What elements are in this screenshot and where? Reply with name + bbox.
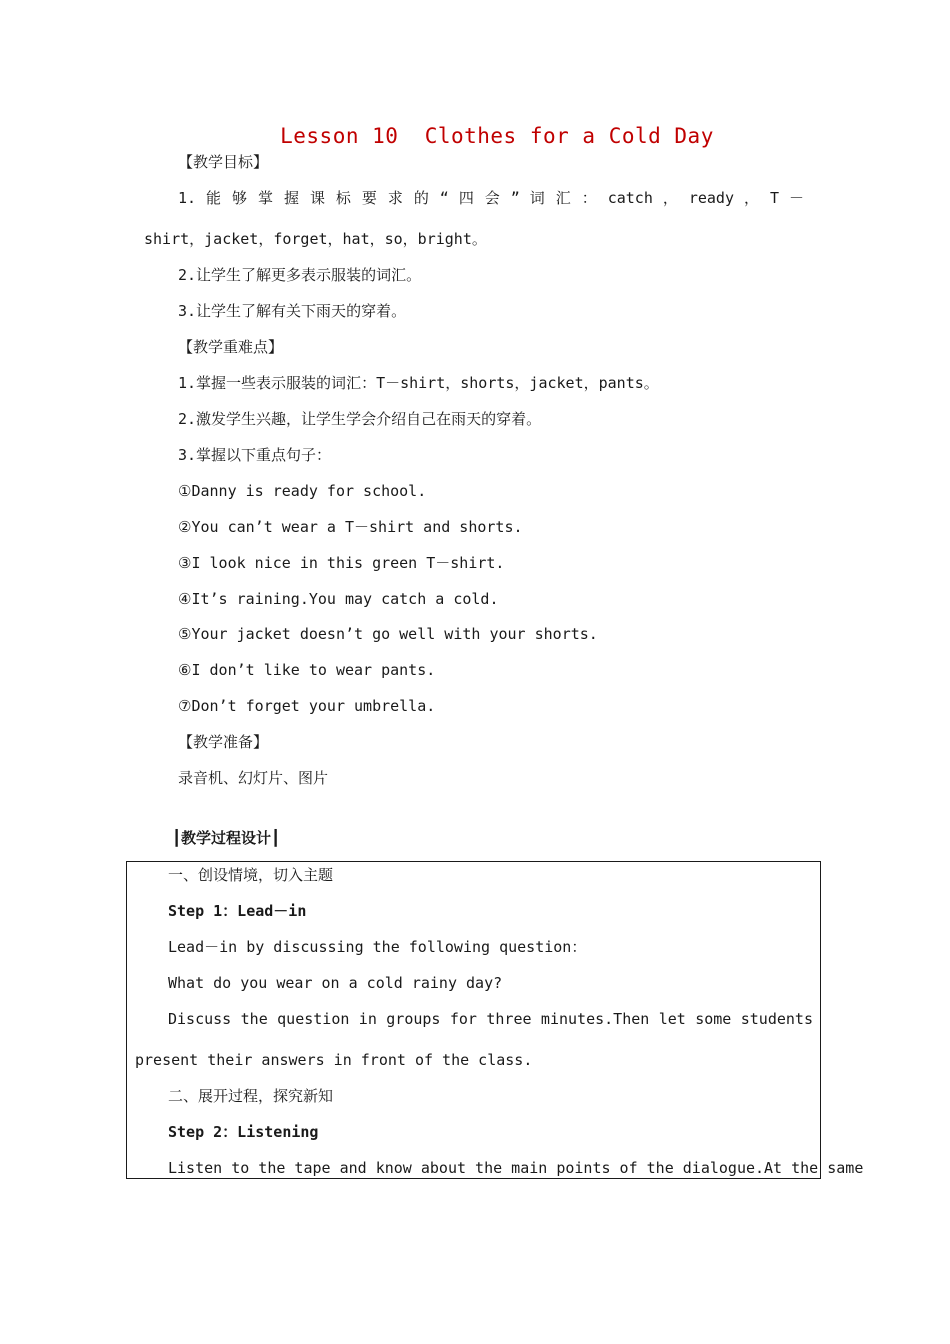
objectives-heading: 【教学目标】 [178,153,269,171]
key-sentence-6: ⑥I don’t like to wear pants. [178,661,436,679]
process-heading: ┃教学过程设计┃ [172,829,281,847]
step-1-line-4: present their answers in front of the class. [135,1051,533,1069]
process-part-2-title: 二、展开过程，探究新知 [168,1087,334,1105]
objective-item-2: 2.让学生了解更多表示服装的词汇。 [178,266,422,284]
key-sentence-1: ①Danny is ready for school. [178,482,427,500]
key-sentence-7: ⑦Don’t forget your umbrella. [178,697,436,715]
step-2-line-1: Listen to the tape and know about the main points of the dialogue.At the same [168,1159,864,1177]
key-sentence-5: ⑤Your jacket doesn’t go well with your shorts. [178,625,598,643]
objective-item-1-line-1: 1. 能 够 掌 握 课 标 要 求 的 “ 四 会 ” 词 汇 ： catch ， ready ， T － [178,189,804,207]
key-sentence-3: ③I look nice in this green T－shirt. [178,554,505,572]
preparation-heading: 【教学准备】 [178,733,269,751]
key-points-heading: 【教学重难点】 [178,338,284,356]
step-2-title: Step 2：Listening [168,1123,319,1141]
step-1-title: Step 1：Lead－in [168,902,307,920]
key-sentence-2: ②You can’t wear a T－shirt and shorts. [178,518,523,536]
key-point-item-3: 3.掌握以下重点句子： [178,446,332,464]
preparation-content: 录音机、幻灯片、图片 [178,769,329,787]
objective-item-1-line-2: shirt，jacket，forget，hat，so，bright。 [144,230,487,248]
process-part-1-title: 一、创设情境，切入主题 [168,866,334,884]
objective-item-3: 3.让学生了解有关下雨天的穿着。 [178,302,407,320]
step-1-line-3: Discuss the question in groups for three minutes.Then let some students [168,1010,813,1028]
lesson-title: Lesson 10 Clothes for a Cold Day [280,124,714,148]
key-point-item-2: 2.激发学生兴趣，让学生学会介绍自己在雨天的穿着。 [178,410,542,428]
key-sentence-4: ④It’s raining.You may catch a cold. [178,590,499,608]
step-1-line-1: Lead－in by discussing the following question： [168,938,587,956]
key-point-item-1: 1.掌握一些表示服装的词汇：T－shirt，shorts，jacket，pants。 [178,374,659,392]
step-1-line-2: What do you wear on a cold rainy day? [168,974,503,992]
